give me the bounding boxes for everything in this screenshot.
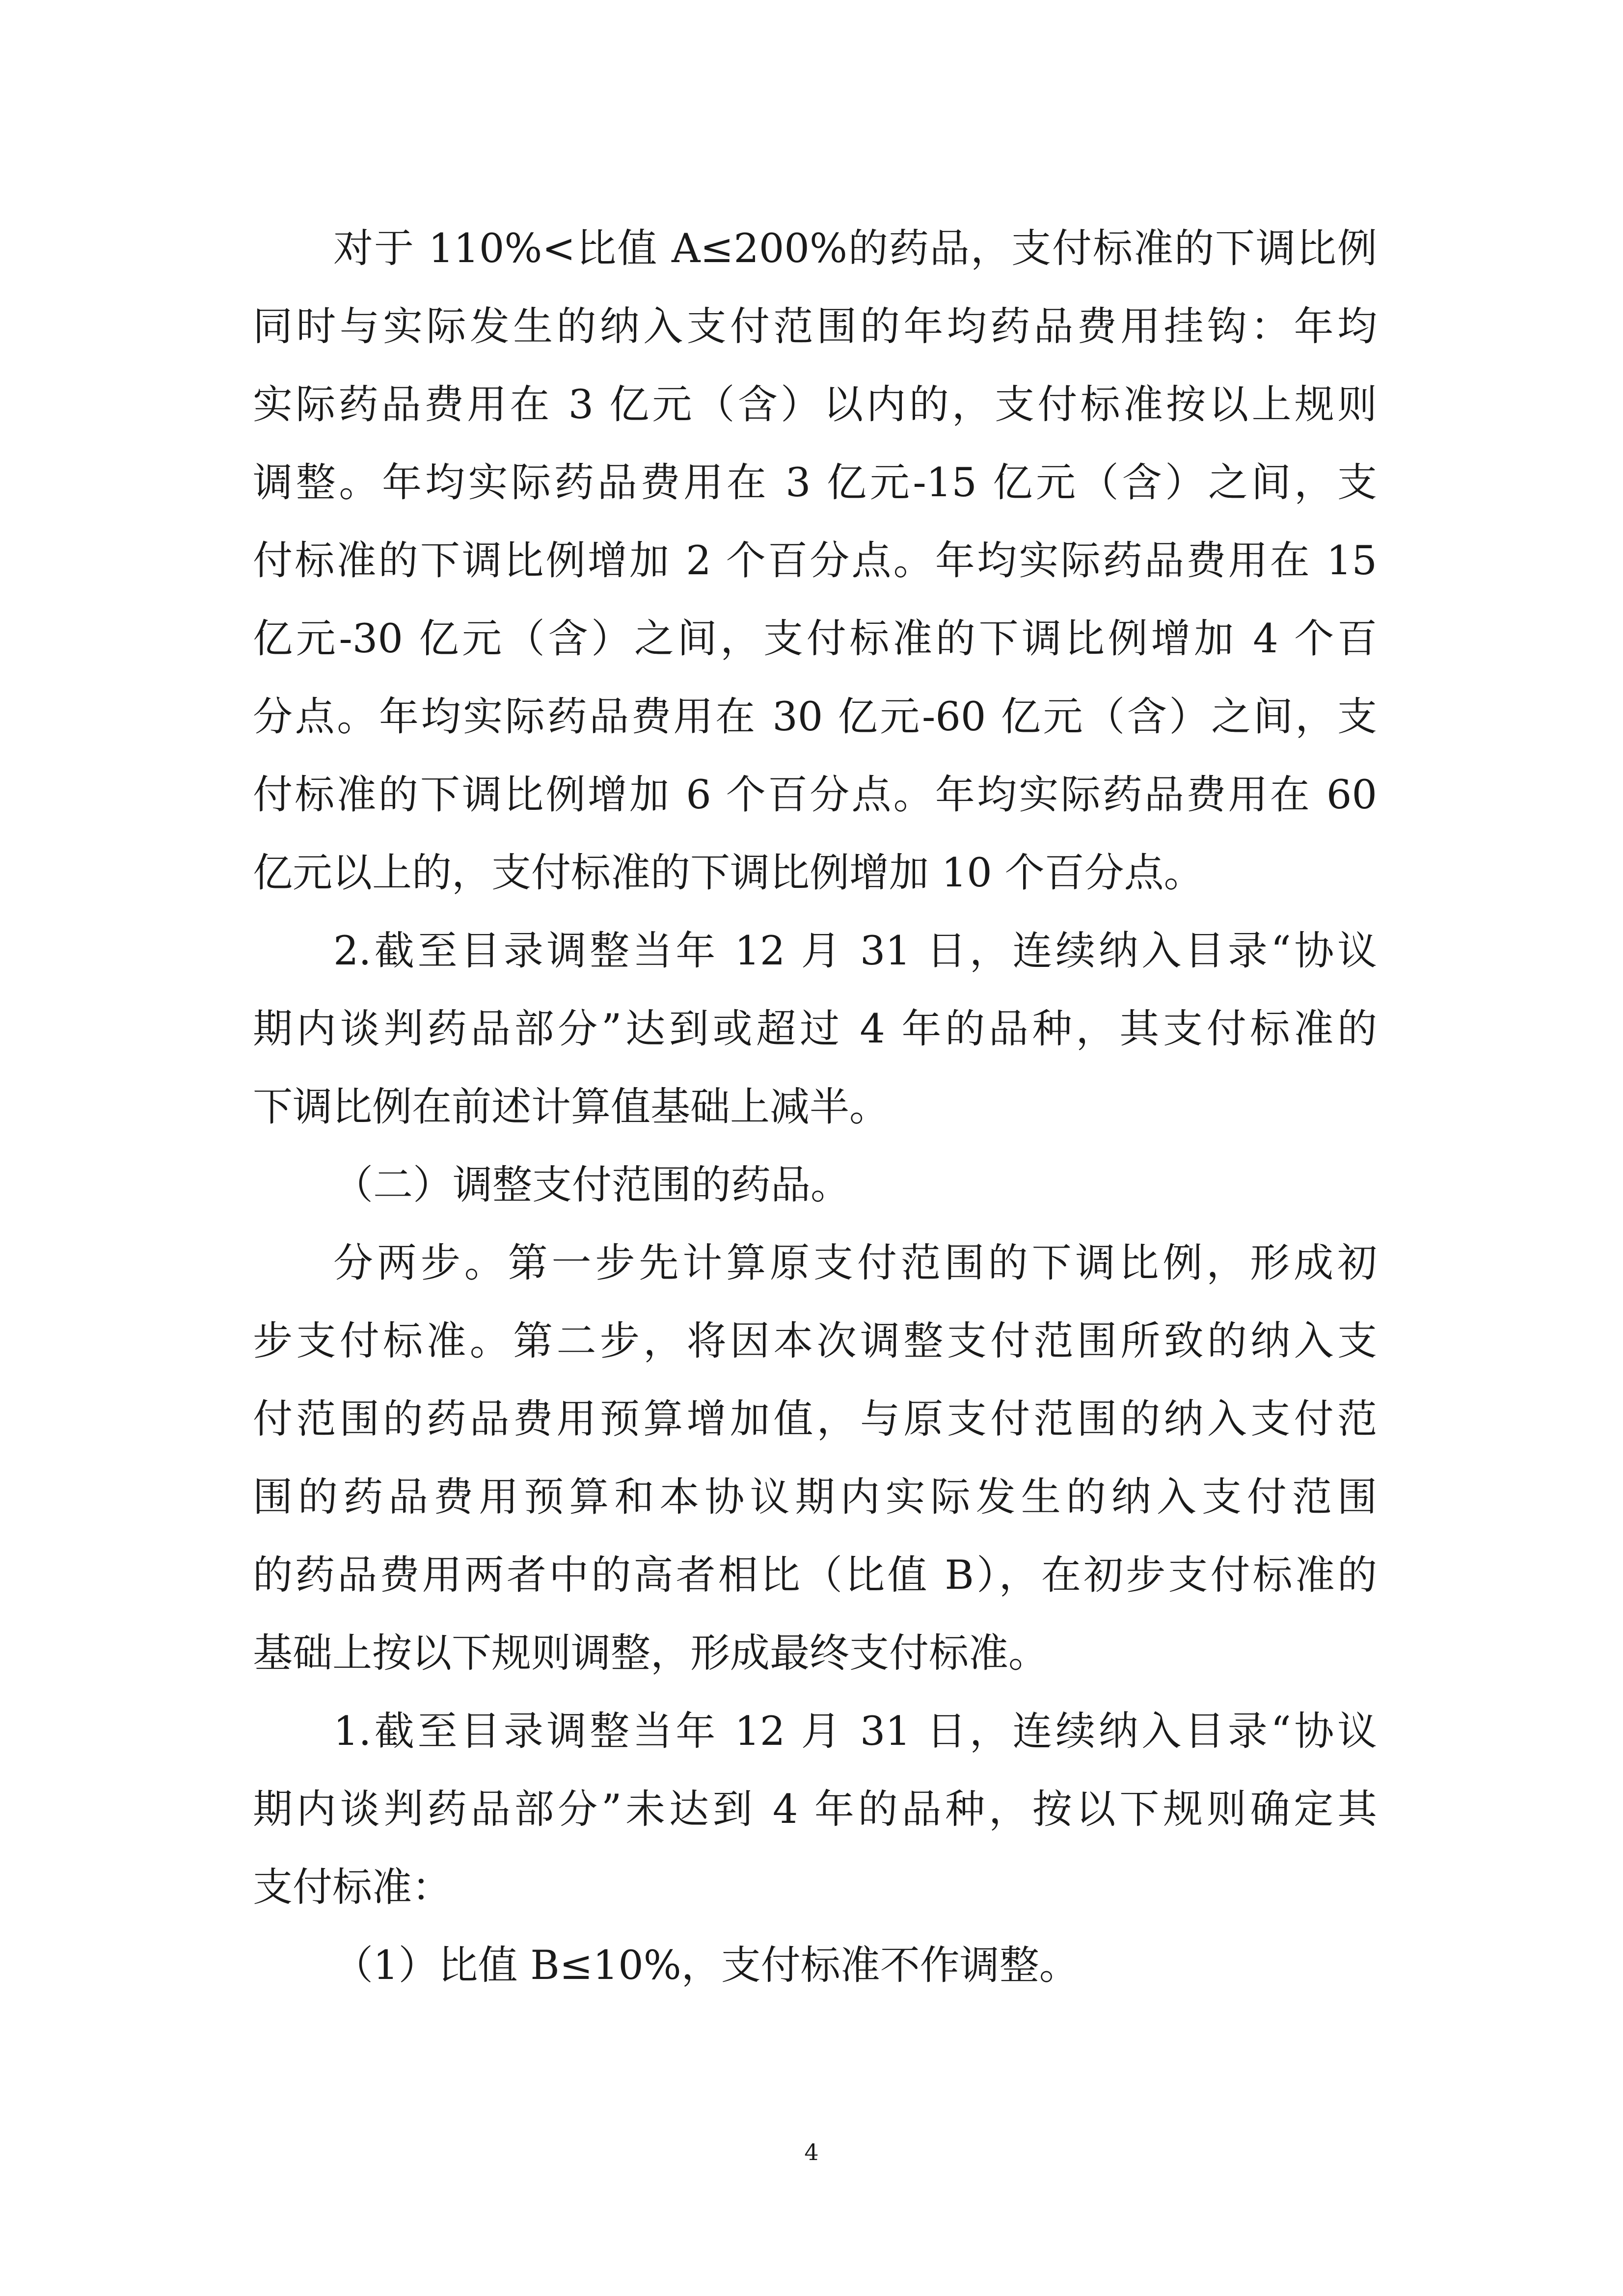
paragraph-line: 亿元以上的，支付标准的下调比例增加 10 个百分点。 — [253, 850, 1204, 896]
paragraph-line: 期内谈判药品部分”未达到 4 年的品种，按以下规则确定其 — [253, 1787, 1377, 1833]
paragraph-line: 下调比例在前述计算值基础上减半。 — [253, 1084, 890, 1130]
body-text — [253, 210, 1377, 2005]
section-heading: （二）调整支付范围的药品。 — [333, 1162, 851, 1208]
paragraph-line: 1.截至目录调整当年 12 月 31 日，连续纳入目录“协议 — [333, 1709, 1377, 1755]
paragraph-line: 2.截至目录调整当年 12 月 31 日，连续纳入目录“协议 — [333, 928, 1377, 974]
paragraph-line: 付范围的药品费用预算增加值，与原支付范围的纳入支付范 — [253, 1396, 1377, 1442]
page-number: 4 — [804, 2139, 819, 2165]
paragraph-line: 期内谈判药品部分”达到或超过 4 年的品种，其支付标准的 — [253, 1006, 1377, 1052]
paragraph-line: 步支付标准。第二步，将因本次调整支付范围所致的纳入支 — [253, 1318, 1377, 1364]
paragraph-line: 付标准的下调比例增加 2 个百分点。年均实际药品费用在 15 — [253, 538, 1377, 584]
paragraph-line: 的药品费用两者中的高者相比（比值 B），在初步支付标准的 — [253, 1552, 1377, 1599]
paragraph-line: 同时与实际发生的纳入支付范围的年均药品费用挂钩：年均 — [253, 304, 1377, 350]
paragraph-line: 付标准的下调比例增加 6 个百分点。年均实际药品费用在 60 — [253, 772, 1377, 818]
paragraph-line: 分两步。第一步先计算原支付范围的下调比例，形成初 — [333, 1240, 1377, 1286]
paragraph-line: （1）比值 B≤10%，支付标准不作调整。 — [333, 1943, 1079, 1989]
paragraph-line: 实际药品费用在 3 亿元（含）以内的，支付标准按以上规则 — [253, 382, 1377, 428]
paragraph-line: 调整。年均实际药品费用在 3 亿元-15 亿元（含）之间，支 — [253, 460, 1377, 506]
paragraph-line: 分点。年均实际药品费用在 30 亿元-60 亿元（含）之间，支 — [253, 694, 1377, 740]
paragraph-line: 亿元-30 亿元（含）之间，支付标准的下调比例增加 4 个百 — [253, 616, 1377, 662]
paragraph-line: 围的药品费用预算和本协议期内实际发生的纳入支付范围 — [253, 1474, 1377, 1521]
paragraph-line: 对于 110%<比值 A≤200%的药品，支付标准的下调比例 — [333, 226, 1377, 272]
paragraph-line: 基础上按以下规则调整，形成最终支付标准。 — [253, 1630, 1049, 1677]
paragraph-line: 支付标准： — [253, 1865, 452, 1911]
